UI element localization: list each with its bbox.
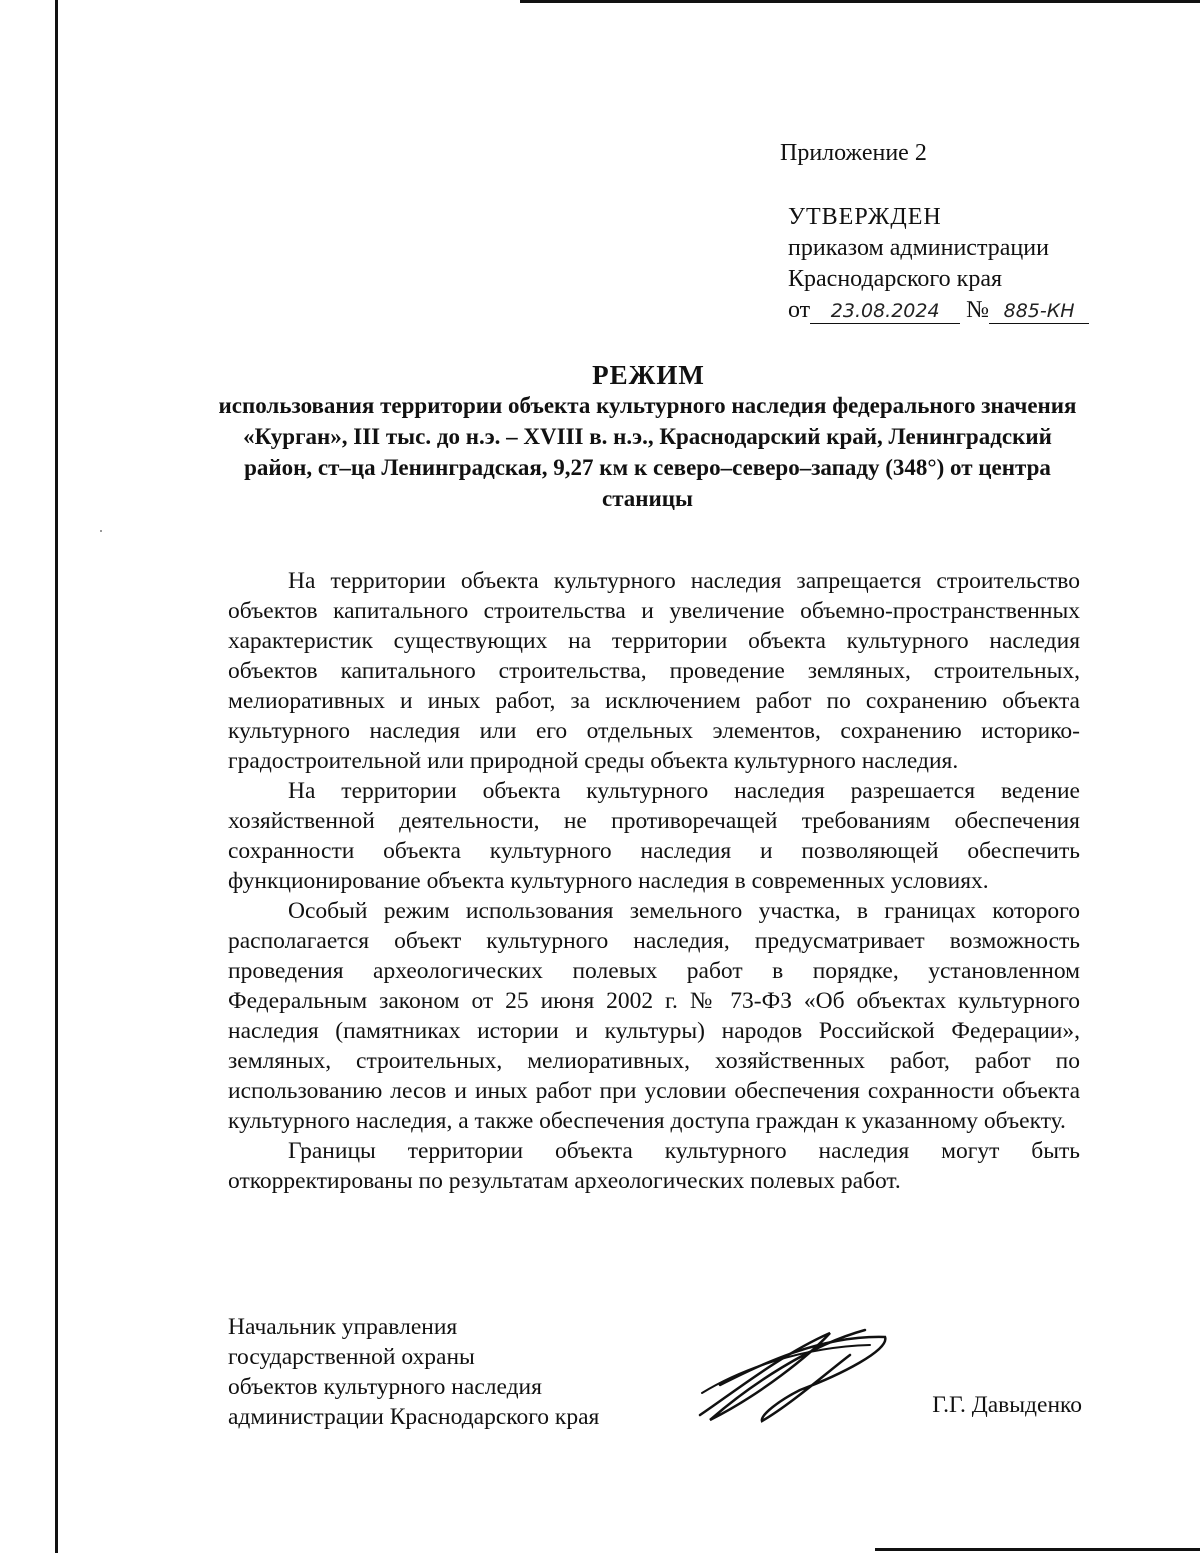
approval-block	[788, 202, 1089, 326]
signer-name: Г.Г. Давыденко	[932, 1392, 1082, 1418]
order-number: 885-КН	[989, 299, 1089, 324]
signer-position	[228, 1312, 599, 1432]
body-paragraph: На территории объекта культурного наследия разрешается ведение хозяйственной деятельности, не противоречащей требованиям обеспечения сохранности объекта культурного наследия и позволяющей обеспечить функционирование объекта культурного наследия в современных условиях.	[228, 778, 1080, 894]
signer-position-line: государственной охраны	[228, 1344, 475, 1370]
signer-position-line: администрации Краснодарского края	[228, 1404, 600, 1430]
order-prefix: от	[788, 297, 811, 323]
approval-line: Краснодарского края	[788, 266, 1003, 292]
body-paragraph: На территории объекта культурного наследия запрещается строительство объектов капитального строительства и увеличение объемно-пространственных характеристик существующих на территории объекта культурного наследия объектов капитального строительства, проведение земляных, строительных, мелиоративных и иных работ, за исключением работ по сохранению объекта культурного наследия или его отдельных элементов, сохранению историко-градостроительной или природной среды объекта культурного наследия.	[228, 568, 1080, 774]
handwritten-signature	[690, 1325, 900, 1430]
approval-line: приказом администрации	[788, 235, 1049, 261]
scan-border-left	[55, 0, 58, 1553]
appendix-label: Приложение 2	[780, 140, 927, 166]
order-date: 23.08.2024	[810, 299, 960, 324]
order-number-label: №	[966, 297, 990, 323]
approved-heading: УТВЕРЖДЕН	[788, 204, 942, 230]
document-subtitle: использования территории объекта культурного наследия федерального значения «Курган», III тыс. до н.э. – XVIII в. н.э., Краснодарский край, Ленинградский район, ст–ца Ленинградская, 9,27 км к северо–северо–западу (348°) от центра станицы	[218, 393, 1077, 511]
document-body	[228, 566, 1080, 1196]
scan-border-bottom	[875, 1548, 1200, 1551]
scan-border-top	[520, 0, 1200, 3]
signer-position-line: Начальник управления	[228, 1314, 458, 1340]
document-title: РЕЖИМ	[592, 360, 705, 390]
scan-speck	[100, 530, 102, 532]
order-line	[788, 295, 1089, 326]
body-paragraph: Границы территории объекта культурного наследия могут быть откорректированы по результатам археологических полевых работ.	[228, 1138, 1080, 1194]
signer-position-line: объектов культурного наследия	[228, 1374, 542, 1400]
body-paragraph: Особый режим использования земельного участка, в границах которого располагается объект культурного наследия, предусматривает возможность проведения археологических полевых работ в порядке, установленном Федеральным законом от 25 июня 2002 г. № 73-ФЗ «Об объектах культурного наследия (памятниках истории и культуры) народов Российской Федерации», земляных, строительных, мелиоративных, хозяйственных работ, работ по использованию лесов и иных работ при условии обеспечения сохранности объекта культурного наследия, а также обеспечения доступа граждан к указанному объекту.	[228, 898, 1080, 1134]
